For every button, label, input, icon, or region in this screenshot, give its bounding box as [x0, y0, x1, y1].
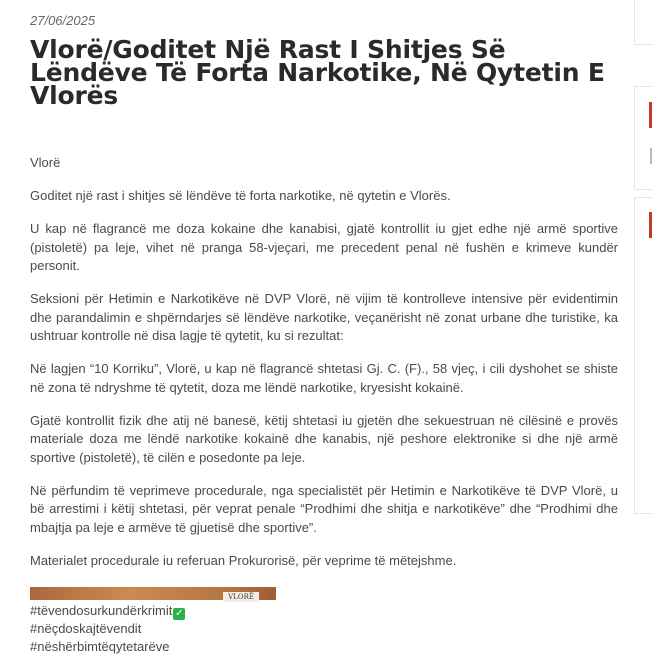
check-mark-icon: ✓	[175, 607, 184, 619]
article-body	[30, 154, 618, 656]
article-image	[30, 587, 276, 600]
article	[30, 0, 618, 656]
paragraph: U kap në flagrancë me doza kokaine dhe kanabisi, gjatë kontrollit iu gjet edhe një armë sportive (pistoletë) pa leje, vihet në pranga 58-vjeçari, me precedent penal në fushën e krimeve kundër personit.	[30, 221, 618, 273]
hashtag: #nëshërbimtëqytetarëve	[30, 638, 170, 654]
post-date: 27/06/2025	[30, 13, 96, 28]
paragraph: Seksioni për Hetimin e Narkotikëve në DVP Vlorë, në vijim të kontrolleve intensive për evidentimin dhe parandalimin e shpërndarjes së lëndëve narkotike, veçanërisht në zonat urbane dhe turistike, ka ushtruar kontrolle në disa lagje të qytetit, ku si rezultat:	[30, 291, 618, 343]
paragraph: Gjatë kontrollit fizik dhe atij në banesë, këtij shtetasi iu gjetën dhe sekuestruan në cilësinë e provës materiale doza me lëndë narkotike kokainë dhe kanabis, një peshore elektronike si dhe një armë sportive (pistoletë), të cilën e posedonte pa leje.	[30, 412, 618, 465]
sidebar-widget	[634, 0, 652, 45]
paragraph: Në lagjen “10 Korriku”, Vlorë, u kap në flagrancë shtetasi Gj. C. (F)., 58 vjeç, i cili dyshohet se shiste në zona të ndryshme të qytetit, doza me lëndë narkotike, kryesisht kokainë.	[30, 361, 618, 395]
sidebar-widget	[634, 197, 652, 514]
hashtag: #tëvendosurkundërkrimit ✓	[30, 602, 184, 619]
hashtag: #nëçdoskajtëvendit	[30, 620, 142, 636]
paragraph: Materialet procedurale iu referuan Prokurorisë, për veprime të mëtejshme.	[30, 552, 457, 568]
paragraph-location: Vlorë	[30, 155, 61, 170]
sidebar	[634, 0, 652, 600]
paragraph: Goditet një rast i shitjes së lëndëve të forta narkotike, në qytetin e Vlorës.	[30, 188, 451, 203]
paragraph: Në përfundim të veprimeve procedurale, nga specialistët për Hetimin e Narkotikëve të DVP Vlorë, u bë arrestimi i këtij shtetasi, për veprat penale “Prodhimi dhe shitja e narkotikëve” dhe “Prodhimi dhe mbajtja pa leje e armëve të gjuetisë dhe sportive”.	[30, 482, 618, 535]
article-title: Vlorë/Goditet Një Rast I Shitjes Së Lëndëve Të Forta Narkotike, Në Qytetin E Vlorës	[30, 35, 605, 110]
image-logo-text: VLORË	[223, 592, 259, 602]
